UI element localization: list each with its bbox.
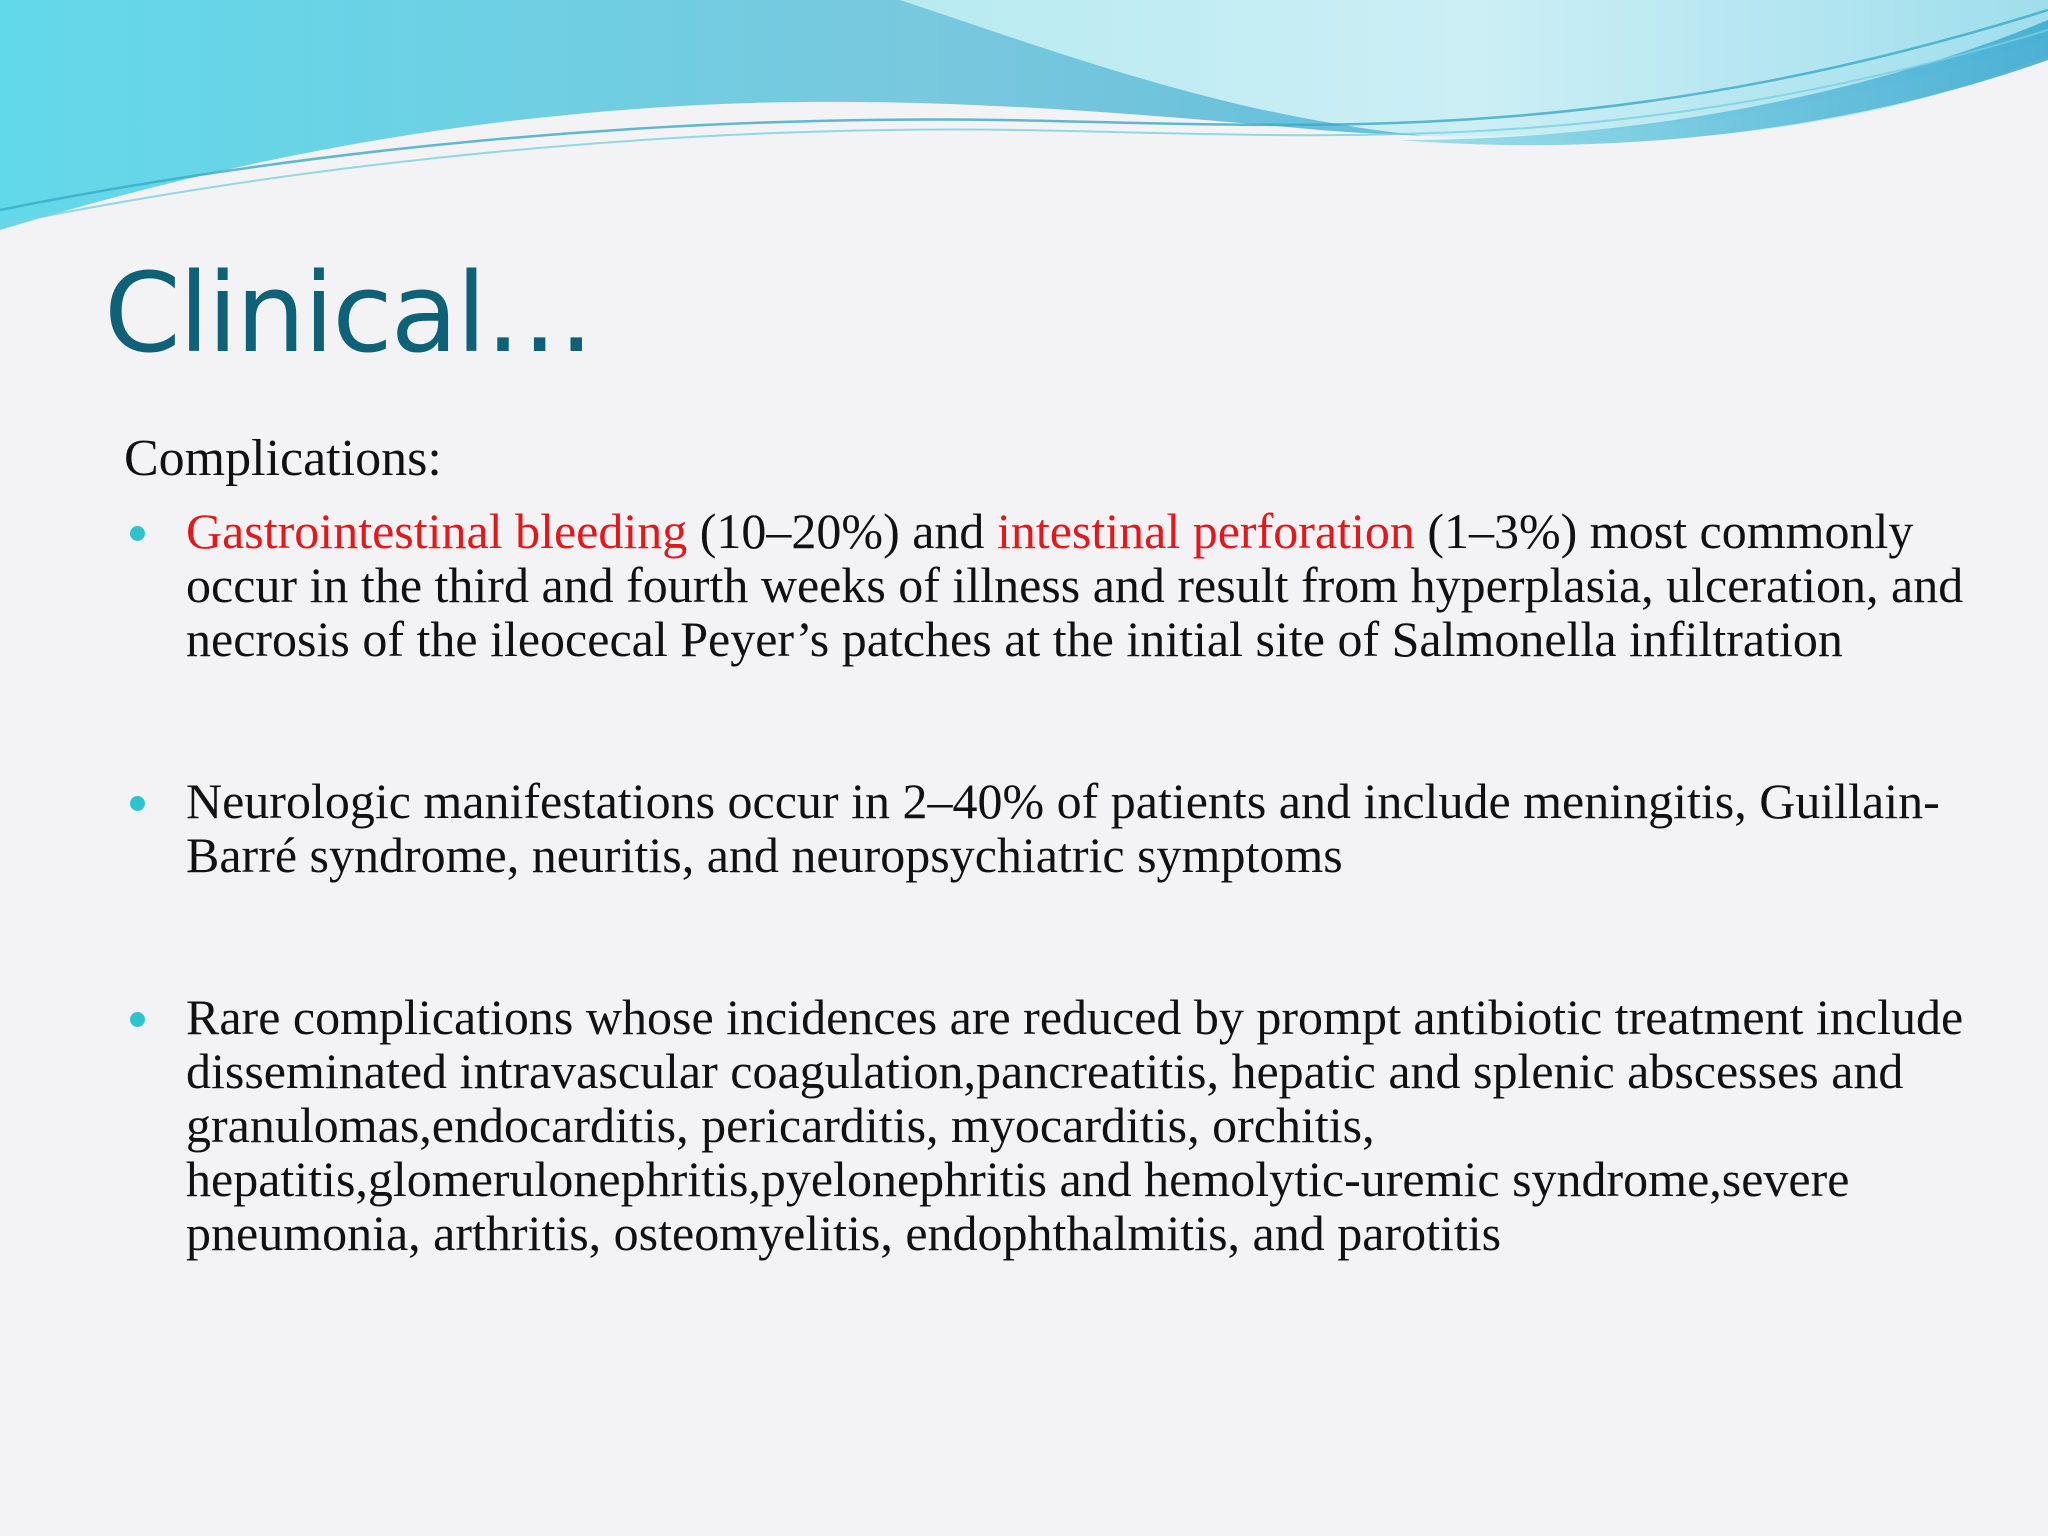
bullet-list (124, 504, 2004, 1260)
complications-heading: Complications: (124, 430, 442, 487)
bullet-dot-icon (130, 1012, 145, 1027)
bullet-text: (1–3%) most commonly occur in the third and fourth weeks of illness and result from hyperplasia, ulceration, and necrosis of the ileocecal Peyer’s patches at the initial site of Salmonella infiltration (186, 503, 1964, 667)
bullet-dot-icon (130, 796, 145, 811)
bullet-text: Neurologic manifestations occur in 2–40% of patients and include meningitis, Guillain-Barré syndrome, neuritis, and neuropsychiatric symptoms (186, 773, 1940, 883)
bullet-item-neurologic (124, 774, 2004, 882)
bullet-text: (10–20%) and (687, 503, 997, 559)
bullet-text: Rare complications whose incidences are reduced by prompt antibiotic treatment include disseminated intravascular coagulation,pancreatitis, hepatic and splenic abscesses and granulomas,endocarditis, pericarditis, myocarditis, orchitis, hepatitis,glomerulonephritis,pyelonephritis and hemolytic-uremic syndrome,severe pneumonia, arthritis, osteomyelitis, endophthalmitis, and parotitis (186, 989, 1964, 1261)
slide-title: Clinical… (104, 249, 593, 377)
highlight-gi-bleeding: Gastrointestinal bleeding (186, 503, 688, 559)
bullet-item-rare-complications (124, 990, 2004, 1260)
highlight-intestinal-perforation: intestinal perforation (996, 503, 1415, 559)
bullet-dot-icon (130, 526, 145, 541)
bullet-item-gi-complications (124, 504, 2004, 666)
header-wave-decoration (0, 0, 2048, 240)
